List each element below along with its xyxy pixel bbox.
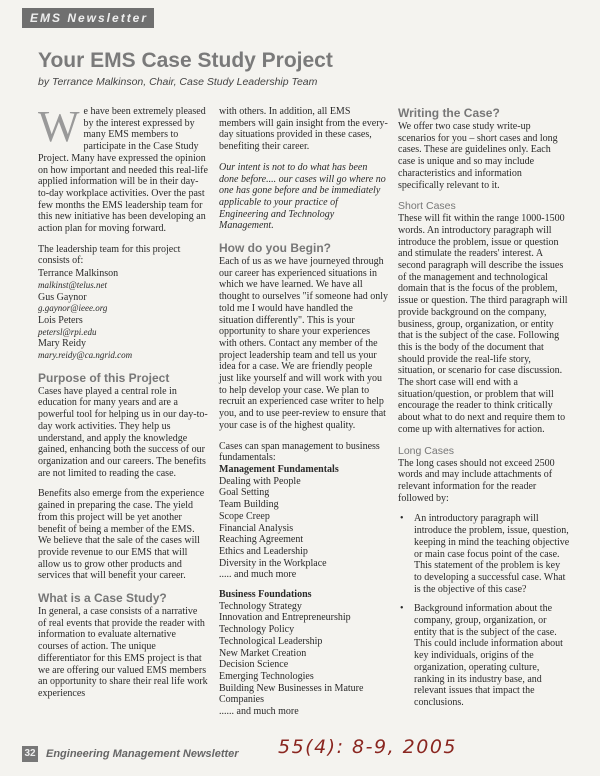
management-list bbox=[219, 464, 389, 581]
what-paragraph: In general, a case consists of a narrative of real events that provide the reader with information to evaluate alternative courses of action. The unique differentiator for this EMS project is that we are offering our valued EMS members an opportunity to share their real life work experiences bbox=[38, 606, 208, 699]
list-item: Scope Creep bbox=[219, 510, 270, 522]
list-item: ..... and much more bbox=[219, 569, 297, 581]
writing-paragraph: We offer two case study write-up scenarios for you – short cases and long cases. These are guidelines only. Each case is unique and so may include characteristics and information specifically relevant to it. bbox=[398, 121, 558, 191]
business-list bbox=[219, 589, 389, 718]
short-cases-heading: Short Cases bbox=[398, 200, 456, 213]
team-member-name: Terrance Malkinson bbox=[38, 268, 119, 280]
begin-heading: How do you Begin? bbox=[219, 241, 331, 256]
list-item: Building New Businesses in Mature Companies bbox=[219, 682, 364, 706]
short-cases-paragraph: These will fit within the range 1000-1500 words. An introductory paragraph will introduce the problem, issue or question and stimulate the readers' interest. A second paragraph will describe the issues of the management and technological domain that is the focus of the problem, issue or question. The third paragraph will provide background on the company, business, group, organization, or entity that is the subject of the case. Following this is the body of the document that should provide the real-life story, situation, or scenario for case discussion. The short case will end with a situation/question, or problem that will encourage the reader to think critically about what to do next and require them to come up with alternatives for action. bbox=[398, 213, 568, 435]
article-title: Your EMS Case Study Project bbox=[38, 49, 333, 72]
drop-cap: W bbox=[38, 102, 80, 151]
list-item: ...... and much more bbox=[219, 706, 299, 718]
continued-paragraph: with others. In addition, all EMS members will gain insight from the every-day situations provided in these cases, benefiting their career. bbox=[219, 106, 388, 153]
purpose-paragraph-1: Cases have played a central role in education for many years and are a powerful tool for helping us in our day-to-day work activities. They help us understand, and apply the knowledge gained, enhancing both the success of our organization and our careers. The benefits are not limited to reading the case. bbox=[38, 385, 208, 479]
article-byline: by Terrance Malkinson, Chair, Case Study Leadership Team bbox=[38, 76, 318, 88]
intro-paragraph bbox=[38, 102, 208, 235]
purpose-heading: Purpose of this Project bbox=[38, 370, 170, 385]
team-member-email: g.gaynor@ieee.org bbox=[38, 303, 108, 314]
list-item: Emerging Technologies bbox=[219, 670, 314, 682]
intent-note: Our intent is not to do what has been done before.... our cases will go where no one has gone before and be immediately applicable to your practice of Engineering and Technology Management. bbox=[219, 161, 386, 232]
list-item: Technological Leadership bbox=[219, 635, 323, 647]
writing-heading: Writing the Case? bbox=[398, 106, 500, 120]
list-heading: Business Foundations bbox=[219, 589, 312, 601]
list-item: Ethics and Leadership bbox=[219, 545, 308, 557]
list-item: Innovation and Entrepreneurship bbox=[219, 612, 351, 624]
list-item: Dealing with People bbox=[219, 475, 301, 487]
purpose-paragraph-2: Benefits also emerge from the experience gained in preparing the case. The yield from this project will be yet another benefit of being a member of the EMS. We believe that the sale of the cases will provide revenue to our EMS that will allow us to grow other products and services that will benefit your career. bbox=[38, 488, 205, 582]
team-member-email: malkinst@telus.net bbox=[38, 279, 108, 290]
list-item: Technology Policy bbox=[219, 624, 295, 636]
long-cases-heading: Long Cases bbox=[398, 444, 455, 457]
bullet-item: • Background information about the company, group, organization, or entity that is the subject of the case. This could include information about key individuals, origins of the organization, operating culture, ranking in its industry base, and relevant issues that impact the conclusions. bbox=[410, 603, 570, 708]
page-number: 32 bbox=[22, 746, 38, 762]
list-item: Financial Analysis bbox=[219, 522, 294, 534]
team-member-name: Lois Peters bbox=[38, 314, 83, 326]
long-cases-bullets bbox=[398, 513, 570, 708]
team-member-name: Mary Reidy bbox=[38, 338, 87, 350]
page-footer bbox=[22, 736, 578, 766]
list-item: New Market Creation bbox=[219, 647, 307, 659]
list-item: Diversity in the Workplace bbox=[219, 557, 327, 569]
what-heading: What is a Case Study? bbox=[38, 591, 167, 606]
column-1 bbox=[38, 102, 208, 709]
team-list bbox=[38, 268, 208, 362]
team-member-email: petersl@rpi.edu bbox=[38, 326, 97, 337]
list-heading: Management Fundamentals bbox=[219, 463, 339, 475]
list-item: Team Building bbox=[219, 499, 279, 511]
list-item: Decision Science bbox=[219, 659, 289, 671]
team-intro: The leadership team for this project consists of: bbox=[38, 243, 181, 267]
column-3 bbox=[398, 106, 570, 717]
list-item: Technology Strategy bbox=[219, 600, 302, 612]
column-2 bbox=[219, 106, 389, 726]
intro-text: e have been extremely pleased by the interest expressed by many EMS members to participate in the Case Study Project. Many have expressed the opinion on how important and needed this real-life applied information will be in their day-to-day workplace activities. Over the past few months the EMS leadership team for this new initiative has been developing an action plan for moving forward. bbox=[38, 106, 208, 235]
list-item: Goal Setting bbox=[219, 487, 270, 499]
long-cases-paragraph: The long cases should not exceed 2500 words and may include attachments of relevant information for the reader followed by: bbox=[398, 457, 555, 504]
team-member-email: mary.reidy@ca.ngrid.com bbox=[38, 350, 133, 361]
newsletter-banner: EMS Newsletter bbox=[22, 8, 154, 28]
handwritten-reference: 55(4): 8-9, 2005 bbox=[278, 736, 457, 758]
begin-paragraph: Each of us as we have journeyed through our career has experienced situations in which we have learned. We have all thought to ourselves "if someone had only told me I would have handled the situation differently". This is your opportunity to share your experiences with others. Contact any member of the project leadership team and tell us your idea for a case. We are friendly people just like yourself and will work with you to help develop your case. We plan to recruit an experienced case writer to help you, and to use peer-review to ensure that your case is of the highest quality. bbox=[219, 256, 389, 431]
cases-intro: Cases can span management to business fundamentals: bbox=[219, 440, 380, 464]
bullet-item: • An introductory paragraph will introduce the problem, issue, question, keeping in mind the teaching objective or main case focus point of the case. This statement of the problem is key to developing a successful case. What is the objective of this case? bbox=[410, 513, 570, 595]
team-member-name: Gus Gaynor bbox=[38, 291, 87, 303]
list-item: Reaching Agreement bbox=[219, 534, 304, 546]
publication-title: Engineering Management Newsletter bbox=[46, 748, 239, 760]
